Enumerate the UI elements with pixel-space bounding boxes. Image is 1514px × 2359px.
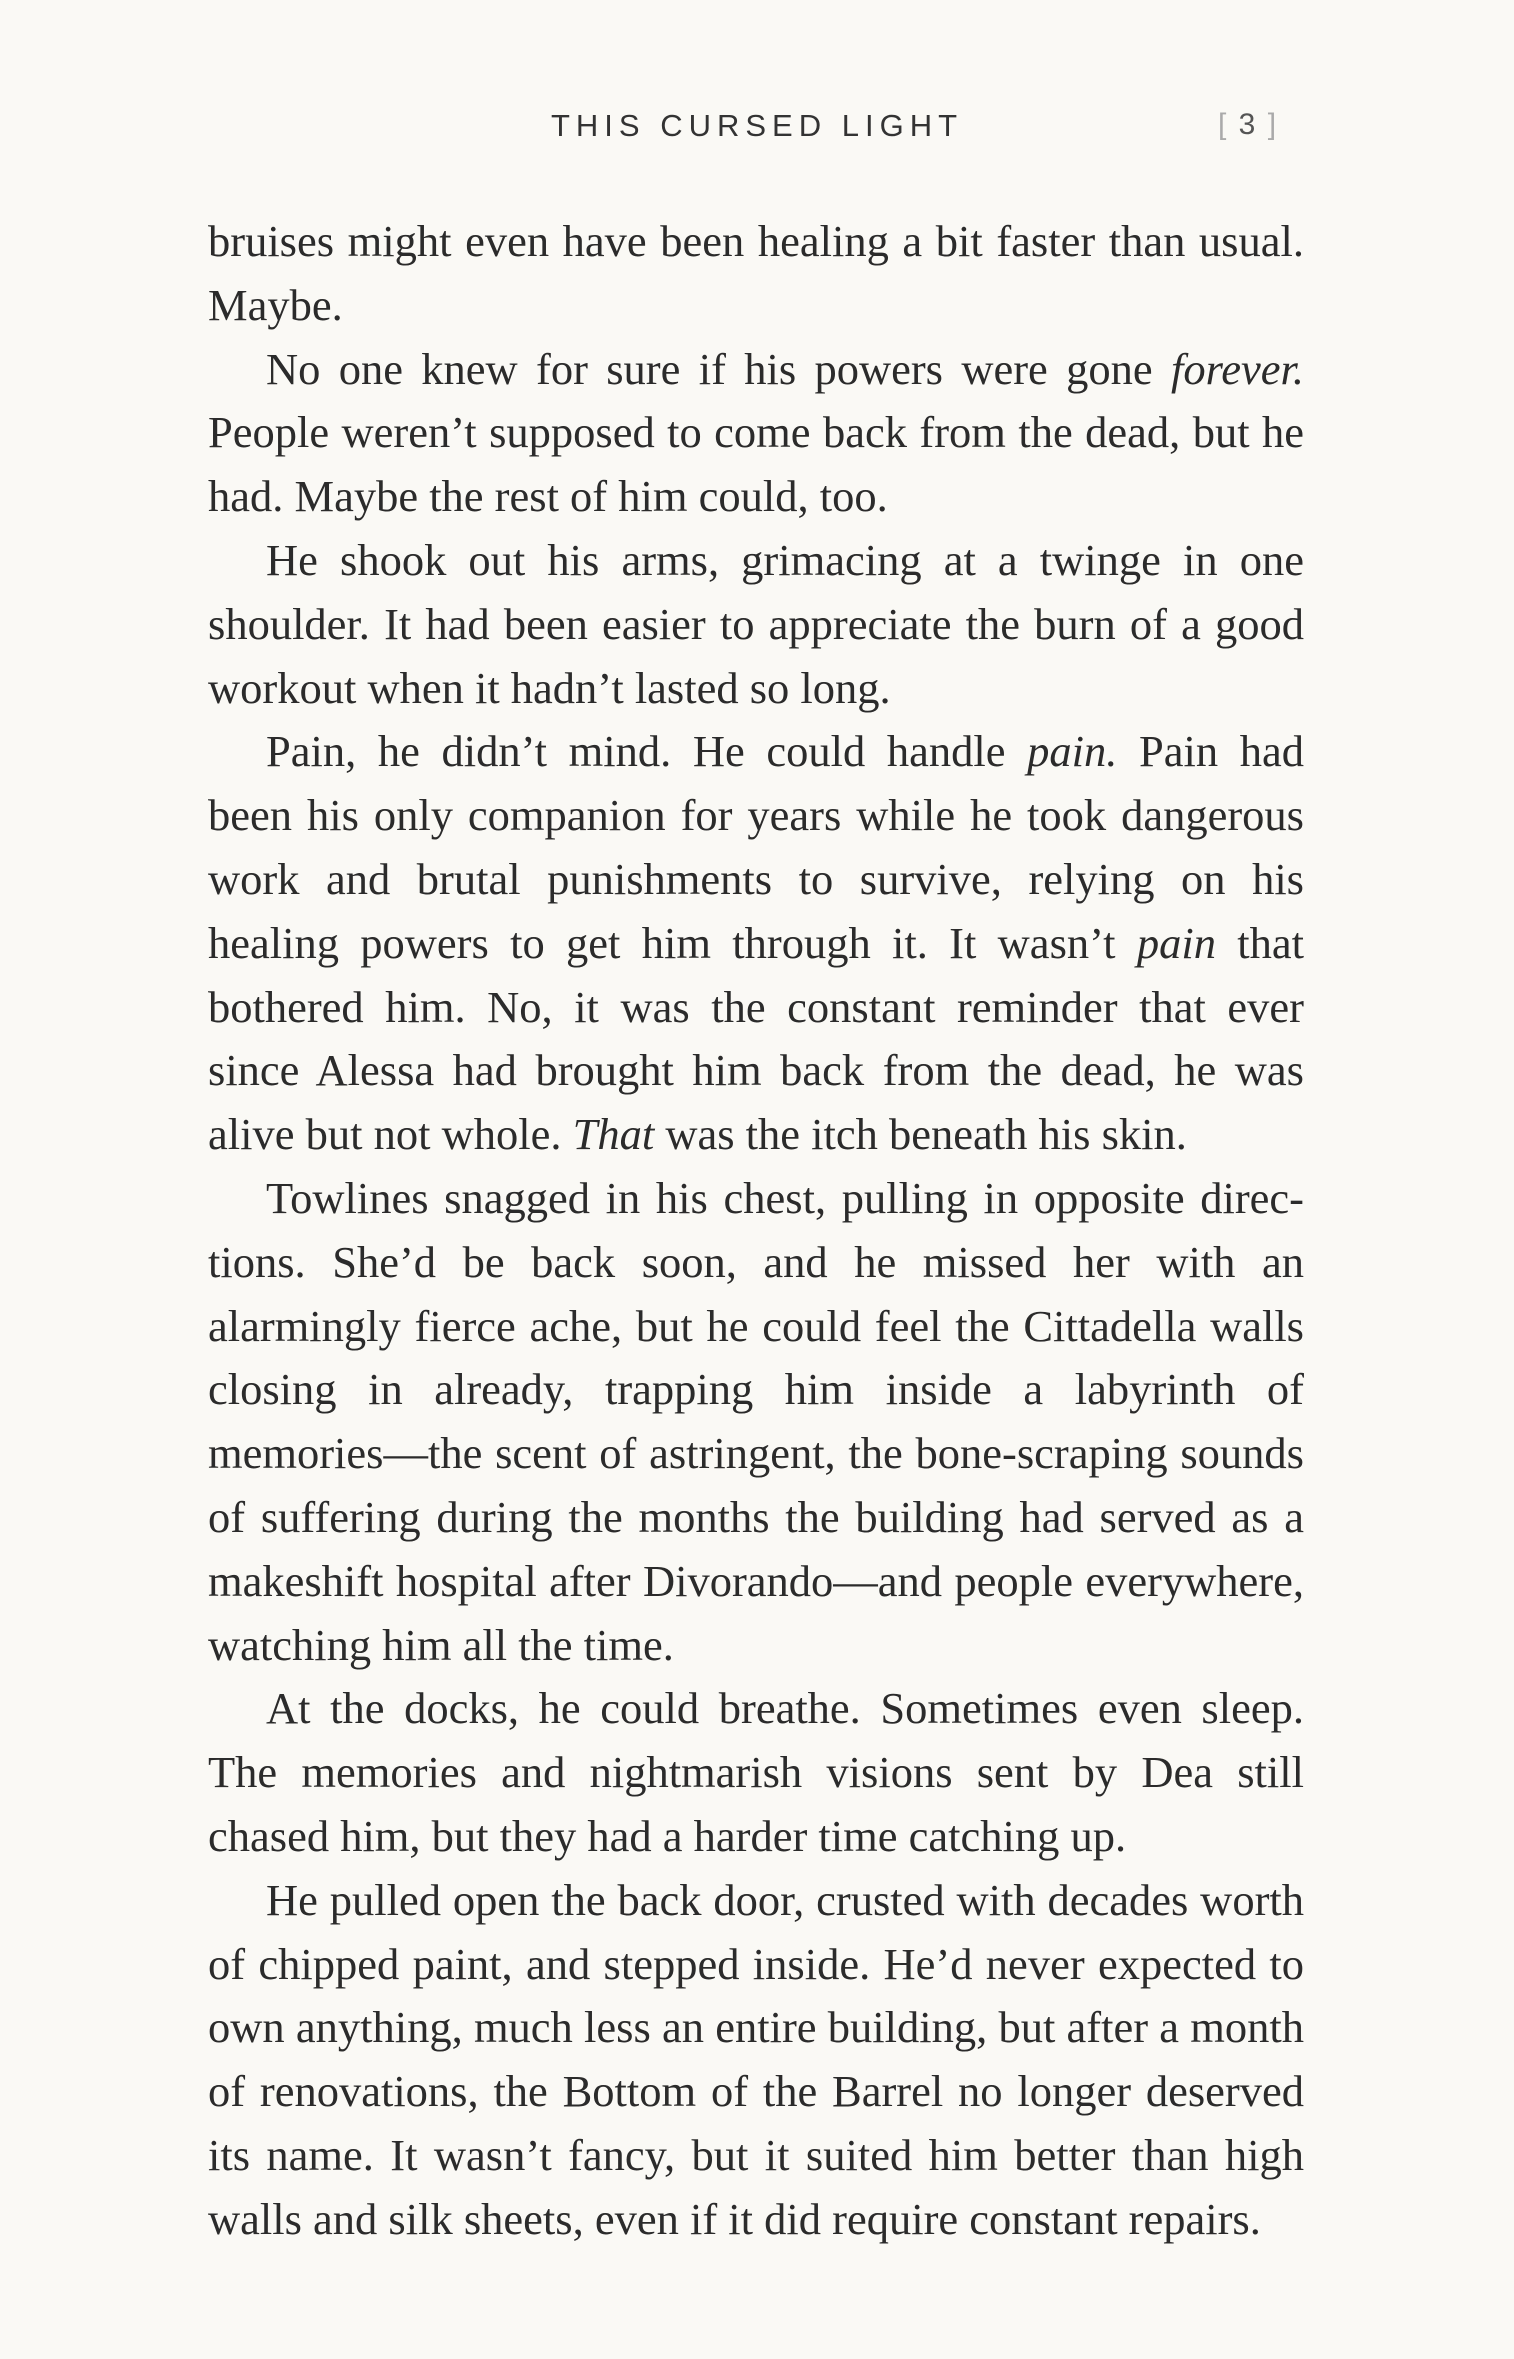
running-title: THIS CURSED LIGHT [550,108,964,143]
paragraph: At the docks, he could breathe. Sometimes even sleep. The memories and nightmarish visions sent by Dea still chased him, but they had a harder time catching up. [208,1683,1304,1861]
page-number: [ 3 ] [1218,108,1279,141]
page-number-value: 3 [1238,108,1258,141]
paragraph: No one knew for sure if his powers were gone forever. People weren’t supposed to come back from the dead, but he had. Maybe the rest of him could, too. [208,343,1304,522]
running-head [0,100,1514,160]
paragraph: Pain, he didn’t mind. He could handle pain. Pain had been his only companion for years while he took dangerous work and brutal punishments to survive, relying on his healing powers to get him through it. It wasn’t pain that bothered him. No, it was the constant reminder that ever since Alessa had brought him back from the dead, he was alive but not whole. That was the itch beneath his skin. [208,726,1305,1160]
paragraph: Towlines snagged in his chest, pulling in opposite directions. She’d be back soon, and he missed her with an alarmingly fierce ache, but he could feel the Cittadella walls closing in already, trapping him inside a labyrinth of memories—the scent of astringent, the bone-scraping sounds of suffering during the months the building had served as a makeshift hospital after Divorando—and people everywhere, watching him all the time. [208,1172,1304,1670]
paragraph: He shook out his arms, grimacing at a twinge in one shoulder. It had been easier to appreciate the burn of a good workout when it hadn’t lasted so long. [208,534,1304,713]
paragraph: He pulled open the back door, crusted with decades worth of chipped paint, and stepped inside. He’d never expected to own anything, much less an entire building, but after a month of renovations, the Bottom of the Barrel no longer deserved its name. It wasn’t fancy, but it suited him better than high walls and silk sheets, even if it did require constant repairs. [208,1874,1304,2244]
body-text [208,210,1304,2252]
paragraph: bruises might even have been healing a bit faster than usual. Maybe. [208,216,1304,330]
